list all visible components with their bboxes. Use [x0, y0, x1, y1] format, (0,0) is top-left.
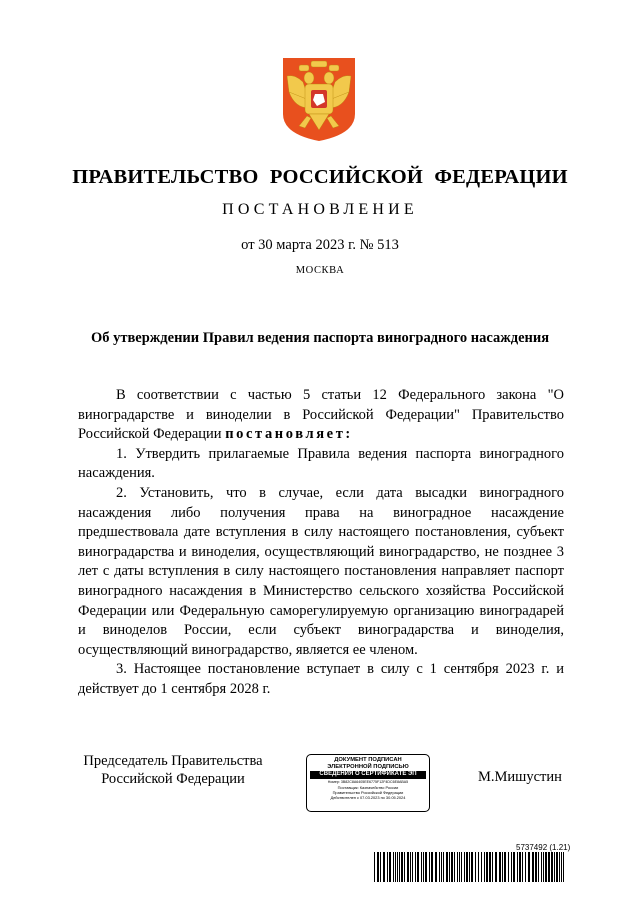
document-city: МОСКВА — [295, 265, 345, 276]
document-code: 5737492 (1.21) — [516, 843, 571, 852]
stamp-line-1: ДОКУМЕНТ ПОДПИСАН — [334, 757, 402, 763]
paragraph-1: 1. Утвердить прилагаемые Правила ведения паспорта виноградного насаждения. — [78, 445, 564, 482]
stamp-owner: Правительство Российской Федерации — [332, 789, 404, 795]
barcode — [374, 852, 566, 882]
stamp-certificate-band: СВЕДЕНИЯ О СЕРТИФИКАТЕ ЭП — [310, 771, 426, 779]
position-line-2: Российской Федерации — [101, 771, 245, 787]
stamp-supplier: Поставщик: Казначейство России — [337, 784, 399, 790]
signatory-position — [78, 752, 268, 788]
coat-of-arms-emblem — [281, 56, 357, 142]
paragraph-3: 3. Настоящее постановление вступает в силу с 1 сентября 2023 г. и действует до 1 сентября 2028 г. — [78, 661, 564, 697]
preamble-paragraph — [78, 386, 564, 445]
signatory-name: М.Мишустин — [478, 769, 562, 785]
document-date-number: от 30 марта 2023 г. № 513 — [241, 237, 399, 253]
stamp-validity: Действителен с 07.03.2023 по 30.05.2024 — [330, 794, 406, 800]
paragraph-2: 2. Установить, что в случае, если дата высадки виноградного насаждения либо получения права на виноградное насаждение предшествовала дате вступления в силу настоящего постановления, субъект виноградарства и виноделия, осуществляющий виноградарство, не позднее 3 лет с даты вступления в силу настоящего постановления направляет паспорт виноградного насаждения в Министерство сельского хозяйства Российской Федерации или Федеральную саморегулируемую организацию виноградарей и виноделов России, если субъект виноградарства и виноделия, осуществляющий виноградарство, является ее членом. — [78, 484, 564, 658]
stamp-cert-number: Номер: 3B82C8A6405EE6775F12F4DC6E8ABA5 — [327, 779, 409, 784]
position-line-1: Председатель Правительства — [83, 753, 263, 769]
electronic-signature-stamp — [306, 754, 430, 812]
document-type: ПОСТАНОВЛЕНИЕ — [222, 201, 418, 218]
government-title: ПРАВИТЕЛЬСТВО РОССИЙСКОЙ ФЕДЕРАЦИИ — [72, 166, 568, 188]
decree-word: постановляет: — [225, 426, 353, 443]
document-heading: Об утверждении Правил ведения паспорта виноградного насаждения — [90, 330, 550, 346]
preamble-text: В соответствии с частью 5 статьи 12 Федерального закона "О виноградарстве и виноделии в Российской Федерации" Правительство Российской Федерации — [78, 387, 564, 443]
document-body — [78, 386, 564, 700]
stamp-line-2: ЭЛЕКТРОННОЙ ПОДПИСЬЮ — [327, 763, 409, 770]
